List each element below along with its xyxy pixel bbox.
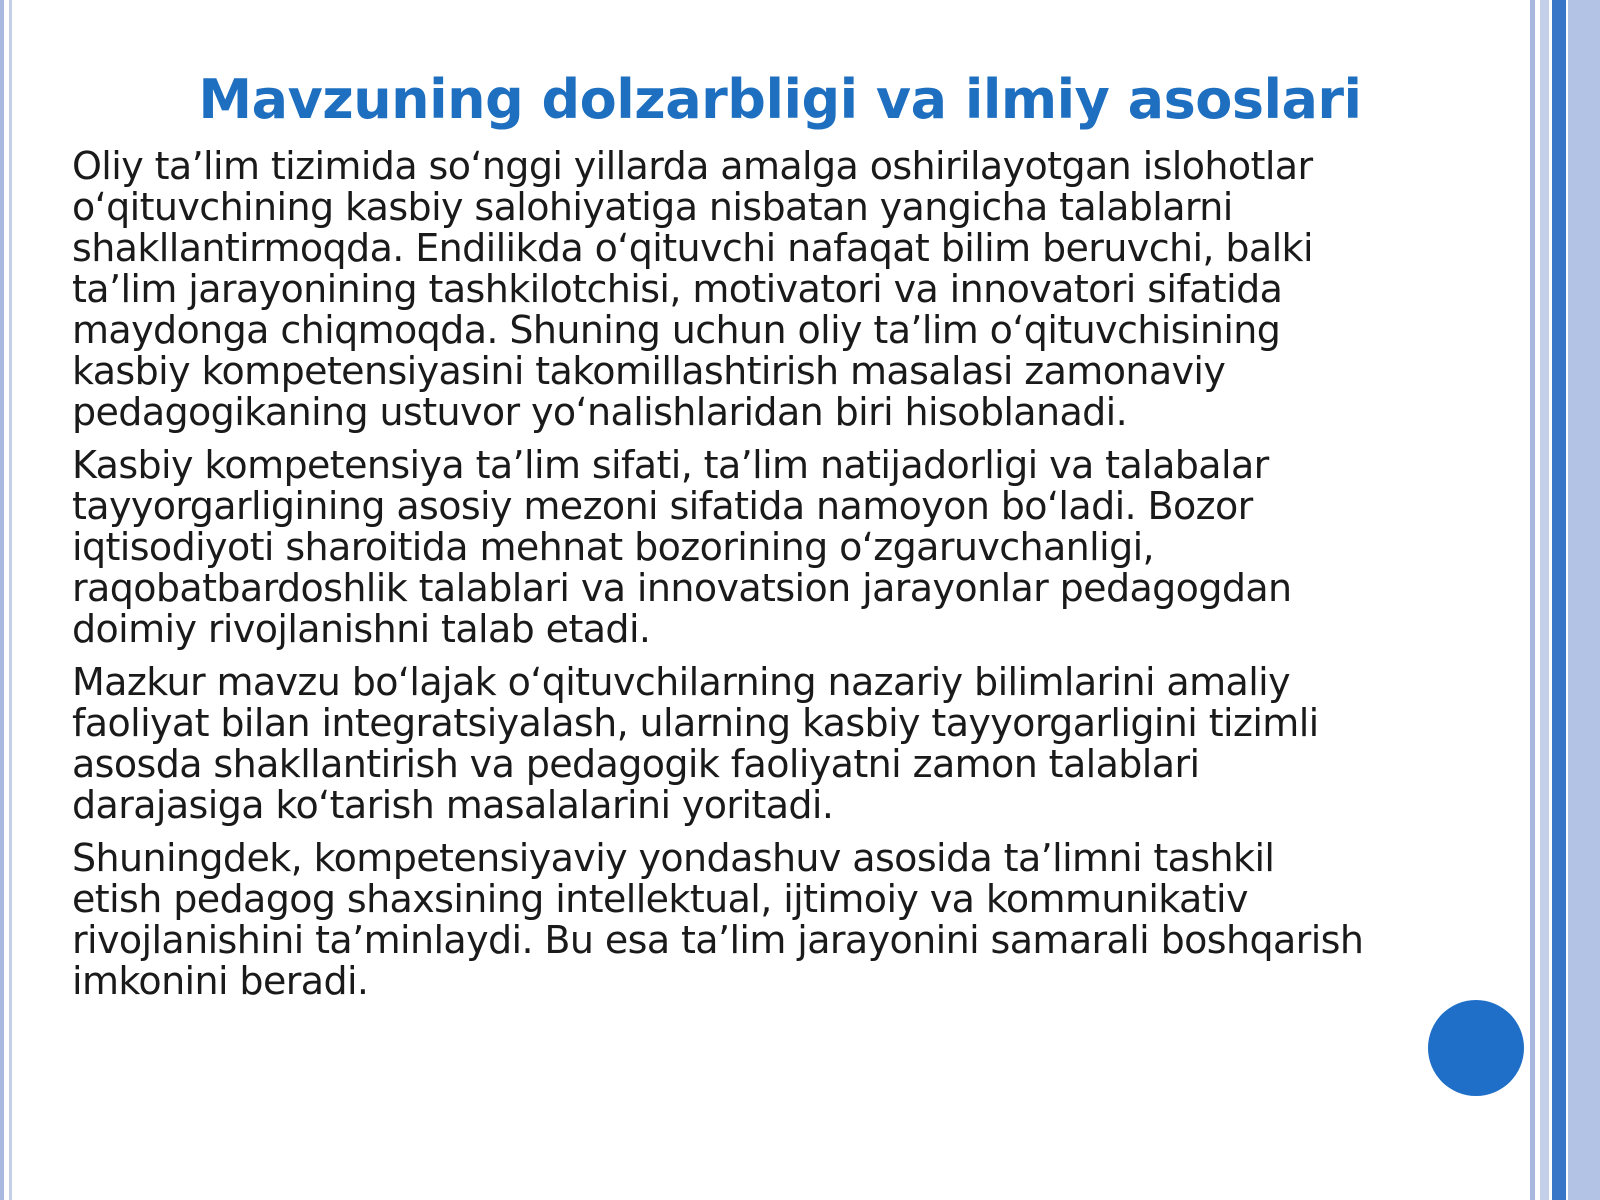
- right-frame-bar-light: [1540, 0, 1549, 1200]
- right-frame-bar-edge: [1568, 0, 1600, 1200]
- right-frame-bar-dark: [1552, 0, 1566, 1200]
- slide-title: Mavzuning dolzarbligi va ilmiy asoslari: [198, 68, 1362, 131]
- paragraph-4: Shuningdek, kompetensiyaviy yondashuv asosida ta’limni tashkil etish pedagog shaxsining intellektual, ijtimoiy va kommunikativ rivojlanishini ta’minlaydi. Bu esa ta’lim jarayonini samarali boshqarish imkonini beradi.: [72, 836, 1364, 1003]
- paragraph-3: Mazkur mavzu bo‘lajak o‘qituvchilarning nazariy bilimlarini amaliy faoliyat bilan integratsiyalash, ularning kasbiy tayyorgarligini tizimli asosda shakllantirish va pedagogik faoliyatni zamon talablari darajasiga ko‘tarish masalalarini yoritadi.: [72, 660, 1319, 827]
- left-frame-bar: [0, 0, 4, 1200]
- slide-body: [72, 146, 1512, 1014]
- paragraph-2: Kasbiy kompetensiya ta’lim sifati, ta’lim natijadorligi va talabalar tayyorgarligining asosiy mezoni sifatida namoyon bo‘ladi. Bozor iqtisodiyoti sharoitida mehnat bozorining o‘zgaruvchanligi, raqobatbardoshlik talablari va innovatsion jarayonlar pedagogdan doimiy rivojlanishni talab etadi.: [72, 443, 1292, 651]
- paragraph-1: Oliy ta’lim tizimida so‘nggi yillarda amalga oshirilayotgan islohotlar o‘qituvchining kasbiy salohiyatiga nisbatan yangicha talablarni shakllantirmoqda. Endilikda o‘qituvchi nafaqat bilim beruvchi, balki ta’lim jarayonining tashkilotchisi, motivatori va innovatori sifatida maydonga chiqmoqda. Shuning uchun oliy ta’lim o‘qituvchisining kasbiy kompetensiyasini takomillashtirish masalasi zamonaviy pedagogikaning ustuvor yo‘nalishlaridan biri hisoblanadi.: [72, 144, 1313, 434]
- right-frame-bar-thin: [1530, 0, 1535, 1200]
- left-frame-bar-thin: [9, 0, 12, 1200]
- decorative-circle: [1428, 1000, 1524, 1096]
